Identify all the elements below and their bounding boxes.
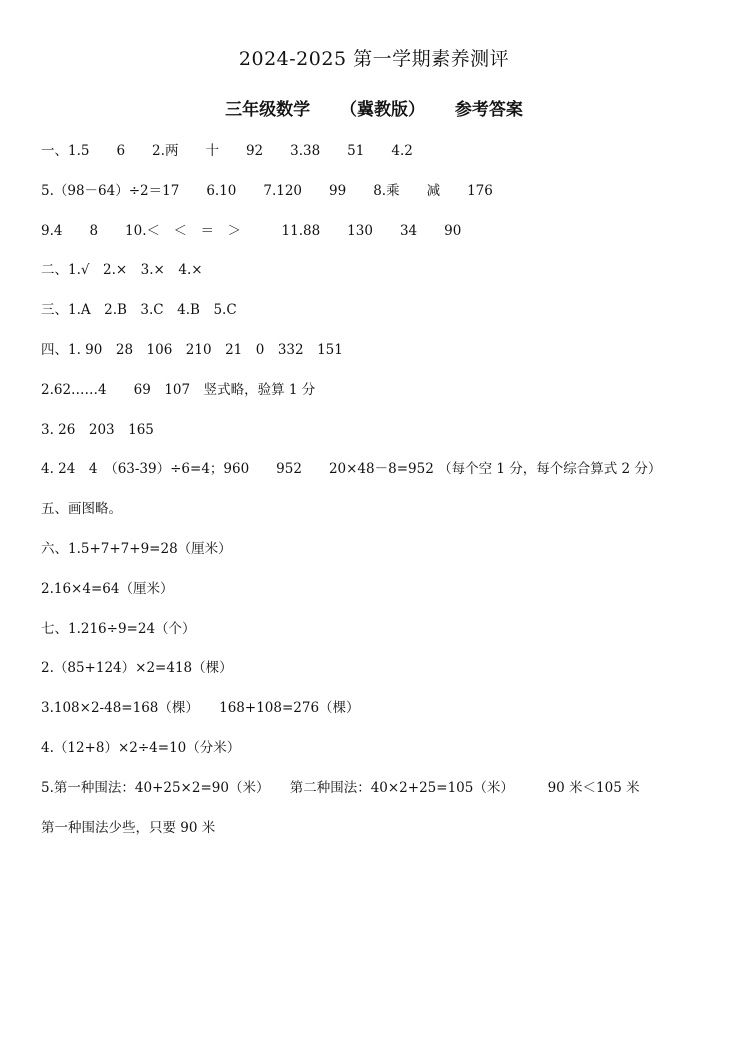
answer-line-7: 2.62……4 69 107 竖式略，验算 1 分	[41, 381, 316, 398]
answer-line-6: 四、1. 90 28 106 210 21 0 332 151	[41, 341, 343, 358]
answer-line-11: 六、1.5+7+7+9=28（厘米）	[41, 540, 232, 557]
answer-line-1: 一、1.5 6 2.两 十 92 3.38 51 4.2	[41, 143, 413, 159]
subtitle-answer-key: 参考答案	[454, 100, 523, 120]
answer-line-2: 5.（98－64）÷2＝17 6.10 7.120 99 8.乘 减 176	[41, 182, 493, 199]
page-subtitle	[0, 95, 748, 120]
answer-line-17: 5.第一种围法：40+25×2=90（米） 第二种围法：40×2+25=105（米） 90 米＜105 米	[41, 779, 640, 796]
answer-line-9: 4. 24 4 （63-39）÷6=4；960 952 20×48－8=952 （每个空 1 分，每个综合算式 2 分）	[41, 461, 662, 478]
answer-line-15: 3.108×2-48=168（棵） 168+108=276（棵）	[41, 700, 360, 717]
answer-line-5: 三、1.A 2.B 3.C 4.B 5.C	[41, 302, 237, 319]
answer-line-3: 9.4 8 10.＜ ＜ ＝ ＞ 11.88 130 34 90	[41, 222, 462, 239]
subtitle-edition: （冀教版）	[340, 100, 425, 120]
answer-line-13: 七、1.216÷9=24（个）	[41, 620, 196, 637]
answer-list	[41, 140, 721, 856]
answer-line-12: 2.16×4=64（厘米）	[41, 580, 174, 597]
subtitle-grade-subject: 三年级数学	[225, 100, 311, 120]
answer-line-18: 第一种围法少些，只要 90 米	[41, 819, 216, 836]
answer-line-16: 4.（12+8）×2÷4=10（分米）	[41, 739, 241, 756]
answer-line-8: 3. 26 203 165	[41, 421, 154, 438]
answer-line-4: 二、1.√ 2.× 3.× 4.×	[41, 262, 203, 279]
page-title: 2024-2025 第一学期素养测评	[238, 48, 510, 70]
answer-line-14: 2.（85+124）×2=418（棵）	[41, 660, 233, 677]
answer-line-10: 五、画图略。	[41, 501, 122, 518]
